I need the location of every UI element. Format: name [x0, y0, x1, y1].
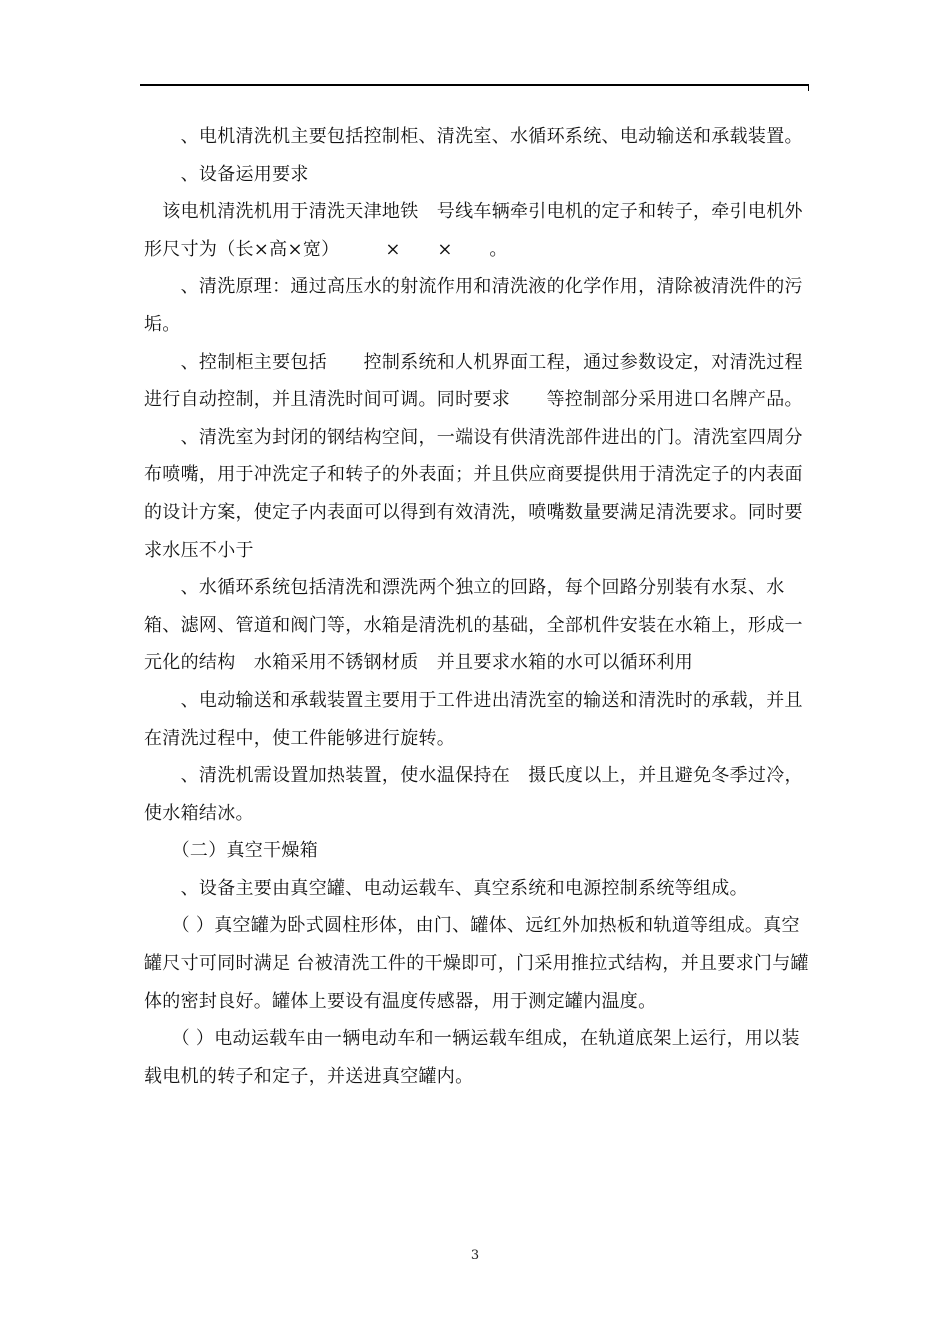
paragraph: 、控制柜主要包括 控制系统和人机界面工程，通过参数设定，对清洗过程进行自动控制，并且清洗时间可调。同时要求 等控制部分采用进口名牌产品。 — [144, 351, 803, 411]
paragraph: 、清洗机需设置加热装置，使水温保持在 摄氏度以上，并且避免冬季过冷，使水箱结冰。 — [144, 765, 803, 824]
body-text — [144, 118, 812, 1095]
paragraph: 、电动输送和承载装置主要用于工件进出清洗室的输送和清洗时的承载，并且在清洗过程中，使工件能够进行旋转。 — [144, 689, 803, 749]
paragraph: 该电机清洗机用于清洗天津地铁 号线车辆牵引电机的定子和转子，牵引电机外形尺寸为（长×高×宽） × × 。 — [144, 201, 803, 260]
paragraph: 、设备运用要求 — [144, 163, 309, 185]
paragraph: 、水循环系统包括清洗和漂洗两个独立的回路，每个回路分别装有水泵、水箱、滤网、管道和阀门等，水箱是清洗机的基础，全部机件安装在水箱上，形成一元化的结构 水箱采用不锈钢材质 并且要求水箱的水可以循环利用 — [144, 577, 803, 674]
paragraph: 、清洗室为封闭的钢结构空间，一端设有供清洗部件进出的门。清洗室四周分布喷嘴，用于冲洗定子和转子的外表面；并且供应商要提供用于清洗定子的内表面的设计方案，使定子内表面可以得到有效清洗，喷嘴数量要满足清洗要求。同时要求水压不小于 — [144, 426, 803, 561]
header-rule-tick — [808, 84, 809, 91]
paragraph: 、设备主要由真空罐、电动运载车、真空系统和电源控制系统等组成。 — [144, 877, 748, 899]
paragraph: （ ）电动运载车由一辆电动车和一辆运载车组成，在轨道底架上运行，用以装载电机的转子和定子，并送进真空罐内。 — [144, 1028, 800, 1087]
section-heading: （二）真空干燥箱 — [144, 840, 318, 862]
paragraph: （ ）真空罐为卧式圆柱形体，由门、罐体、远红外加热板和轨道等组成。真空罐尺寸可同时满足 台被清洗工件的干燥即可，门采用推拉式结构，并且要求门与罐体的密封良好。罐体上要设有温度传感器，用于测定罐内温度。 — [144, 915, 809, 1012]
page-number: 3 — [470, 1248, 480, 1263]
header-rule — [140, 84, 808, 86]
paragraph: 、电机清洗机主要包括控制柜、清洗室、水循环系统、电动输送和承载装置。 — [144, 126, 803, 147]
paragraph: 、清洗原理：通过高压水的射流作用和清洗液的化学作用，清除被清洗件的污垢。 — [144, 276, 803, 335]
